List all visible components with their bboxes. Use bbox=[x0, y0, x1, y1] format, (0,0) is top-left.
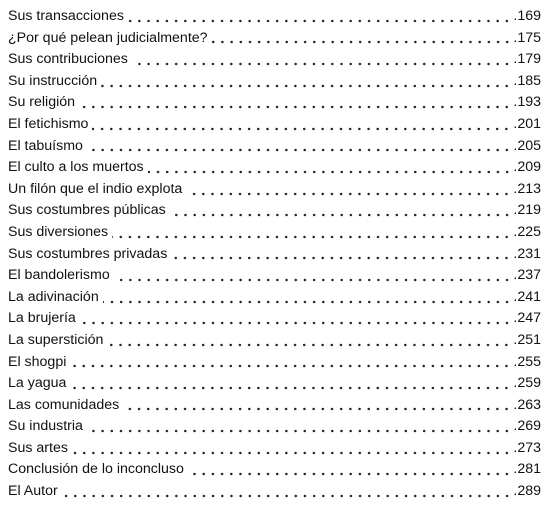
toc-entry-title: Su instrucción bbox=[8, 72, 98, 89]
toc-entry bbox=[8, 92, 541, 114]
toc-entry-title: La yagua bbox=[8, 375, 67, 392]
toc-entry-title: Sus costumbres públicas bbox=[8, 202, 166, 219]
dot-leader bbox=[212, 40, 512, 44]
toc-entry-page: .225 bbox=[513, 223, 541, 240]
toc-entry-page: .213 bbox=[513, 180, 541, 197]
toc-entry-page: .269 bbox=[513, 418, 541, 435]
toc-entry-title: Sus transacciones bbox=[8, 8, 124, 24]
toc-entry bbox=[8, 200, 541, 222]
toc-entry bbox=[8, 49, 541, 71]
dot-leader bbox=[62, 494, 512, 498]
toc-entry-title: Su religión bbox=[8, 94, 76, 111]
dot-leader bbox=[87, 429, 511, 433]
toc-entry-page: .281 bbox=[513, 461, 541, 478]
toc-entry bbox=[8, 244, 541, 266]
toc-entry bbox=[8, 416, 541, 438]
dot-leader bbox=[80, 321, 512, 325]
toc-entry-title: Sus artes bbox=[8, 439, 68, 456]
dot-leader bbox=[171, 256, 511, 260]
toc-entry bbox=[8, 352, 541, 374]
toc-entry-page: .169 bbox=[513, 8, 541, 24]
toc-entry bbox=[8, 136, 541, 158]
toc-entry bbox=[8, 28, 541, 50]
dot-leader bbox=[112, 235, 511, 239]
toc-entry bbox=[8, 287, 541, 309]
toc-entry-title: Sus costumbres privadas bbox=[8, 245, 168, 262]
toc-entry-page: .273 bbox=[513, 439, 541, 456]
dot-leader bbox=[107, 343, 511, 347]
toc-entry bbox=[8, 179, 541, 201]
toc-entry bbox=[8, 308, 541, 330]
dot-leader bbox=[79, 105, 511, 109]
toc-entry-page: .289 bbox=[513, 483, 541, 500]
toc-entry-title: Conclusión de lo inconcluso bbox=[8, 461, 184, 478]
toc-entry-title: Un filón que el indio explota bbox=[8, 180, 183, 197]
dot-leader bbox=[92, 127, 511, 131]
table-of-contents bbox=[8, 6, 541, 503]
toc-entry-page: .255 bbox=[513, 353, 541, 370]
dot-leader bbox=[128, 19, 511, 23]
toc-entry-title: Su industria bbox=[8, 418, 83, 435]
toc-entry-page: .259 bbox=[513, 375, 541, 392]
dot-leader bbox=[114, 278, 512, 282]
toc-entry-page: .247 bbox=[513, 310, 541, 327]
toc-entry bbox=[8, 330, 541, 352]
toc-entry-page: .263 bbox=[513, 396, 541, 413]
dot-leader bbox=[70, 364, 511, 368]
dot-leader bbox=[170, 213, 512, 217]
toc-entry-title: El fetichismo bbox=[8, 115, 89, 132]
toc-entry-page: .237 bbox=[513, 267, 541, 284]
toc-entry-page: .193 bbox=[513, 94, 541, 111]
toc-entry-title: La superstición bbox=[8, 331, 104, 348]
toc-entry bbox=[8, 481, 541, 503]
dot-leader bbox=[101, 84, 511, 88]
toc-entry-page: .231 bbox=[513, 245, 541, 262]
toc-entry bbox=[8, 373, 541, 395]
toc-entry-page: .205 bbox=[513, 137, 541, 154]
toc-entry bbox=[8, 71, 541, 93]
toc-entry-title: Sus contribuciones bbox=[8, 51, 128, 68]
toc-entry bbox=[8, 459, 541, 481]
dot-leader bbox=[123, 407, 511, 411]
toc-entry bbox=[8, 6, 541, 28]
toc-entry-title: El tabuísmo bbox=[8, 137, 83, 154]
toc-entry-title: ¿Por qué pelean judicialmente? bbox=[8, 29, 208, 46]
toc-entry bbox=[8, 395, 541, 417]
toc-entry-title: Las comunidades bbox=[8, 396, 120, 413]
dot-leader bbox=[186, 192, 511, 196]
dot-leader bbox=[132, 62, 512, 66]
toc-entry-page: .251 bbox=[513, 331, 541, 348]
toc-entry-page: .175 bbox=[513, 29, 541, 46]
dot-leader bbox=[72, 451, 511, 455]
toc-entry bbox=[8, 265, 541, 287]
toc-entry-title: El shogpi bbox=[8, 353, 67, 370]
toc-entry bbox=[8, 114, 541, 136]
toc-entry bbox=[8, 157, 541, 179]
toc-entry-page: .179 bbox=[513, 51, 541, 68]
dot-leader bbox=[103, 300, 512, 304]
toc-entry-page: .185 bbox=[513, 72, 541, 89]
dot-leader bbox=[87, 148, 511, 152]
toc-entry-title: El bandolerismo bbox=[8, 267, 110, 284]
dot-leader bbox=[148, 170, 512, 174]
toc-entry-page: .209 bbox=[513, 159, 541, 176]
toc-entry-title: El culto a los muertos bbox=[8, 159, 144, 176]
toc-entry-page: .241 bbox=[513, 288, 541, 305]
toc-entry-page: .219 bbox=[513, 202, 541, 219]
dot-leader bbox=[70, 386, 511, 390]
toc-entry-title: Sus diversiones bbox=[8, 223, 109, 240]
toc-entry-page: .201 bbox=[513, 115, 541, 132]
dot-leader bbox=[188, 472, 511, 476]
toc-entry-title: La brujería bbox=[8, 310, 76, 327]
toc-entry-title: El Autor bbox=[8, 483, 58, 500]
toc-entry-title: La adivinación bbox=[8, 288, 99, 305]
toc-entry bbox=[8, 438, 541, 460]
toc-entry bbox=[8, 222, 541, 244]
